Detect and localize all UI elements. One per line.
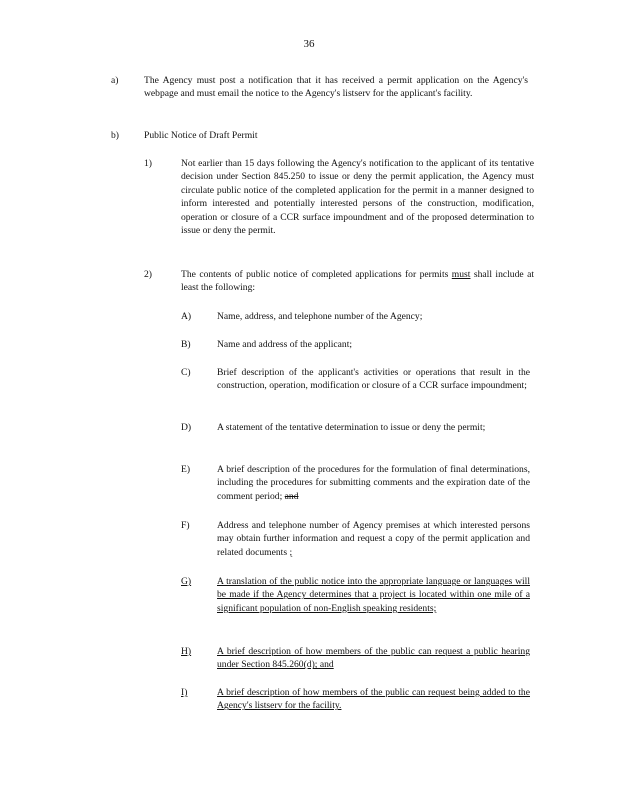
item-F-text [217,519,530,559]
item-B-label: B) [181,339,191,350]
item-I-label: I) [181,687,188,698]
item-C-label: C) [181,367,191,378]
item-F-body: Address and telephone number of Agency premises at which interested persons may obtain further information and request a copy of the permit application and related documents [217,520,530,558]
item-C-text: Brief description of the applicant's activities or operations that result in the construction, operation, modification or closure of a CCR surface impoundment; [217,367,530,392]
item-G-text [217,575,530,615]
item-b2-inserted-must: must [451,269,471,280]
item-H-inserted-text: A brief description of how members of the public can request a public hearing under Section 845.260(d); and [217,646,530,671]
item-b1-text: Not earlier than 15 days following the Agency's notification to the applicant of its tentative decision under Section 845.250 to issue or deny the permit application, the Agency must circulate public notice of the completed application for the permit in a manner designed to inform interested and potentially interested persons of the construction, modification, operation or closure of a CCR surface impoundment and of the proposed determination to issue or deny the permit. [181,158,534,237]
item-B-text: Name and address of the applicant; [217,339,353,350]
item-a-text: The Agency must post a notification that it has received a permit application on the Agency's webpage and must email the notice to the Agency's listserv for the applicant's facility. [144,75,528,100]
item-D-label: D) [181,422,192,433]
item-G-inserted-text: A translation of the public notice into the appropriate language or languages will be made if the Agency determines that a project is located within one mile of a significant population of non-English speaking residents; [217,576,530,614]
item-E-label: E) [181,464,191,475]
item-A-text: Name, address, and telephone number of the Agency; [217,311,423,322]
item-I-text [217,686,530,713]
item-b-heading: Public Notice of Draft Permit [144,130,258,141]
item-G-label: G) [181,576,192,587]
item-b2-text [181,268,534,295]
item-b1-label: 1) [144,158,152,169]
item-F-label: F) [181,520,190,531]
item-a-label: a) [111,75,119,86]
item-b2-label: 2) [144,269,152,280]
item-E-deleted-and: and [284,490,299,502]
item-b2-text-before: The contents of public notice of completed applications for permits [181,269,452,280]
item-b-label: b) [111,130,119,141]
item-E-body: A brief description of the procedures for the formulation of final determinations, including the procedures for submitting comments and the expiration date of the comment period; [217,464,530,502]
item-H-text [217,645,530,672]
item-F-inserted-semicolon: ; [289,546,293,558]
item-D-text: A statement of the tentative determination to issue or deny the permit; [217,422,486,433]
item-I-inserted-text: A brief description of how members of the public can request being added to the Agency's listserv for the facility. [217,687,530,712]
item-A-label: A) [181,311,192,322]
item-E-text [217,463,530,503]
item-H-label: H) [181,646,192,657]
page-number: 36 [303,38,315,50]
item-b2-text-after: shall include at least the following: [181,269,534,294]
